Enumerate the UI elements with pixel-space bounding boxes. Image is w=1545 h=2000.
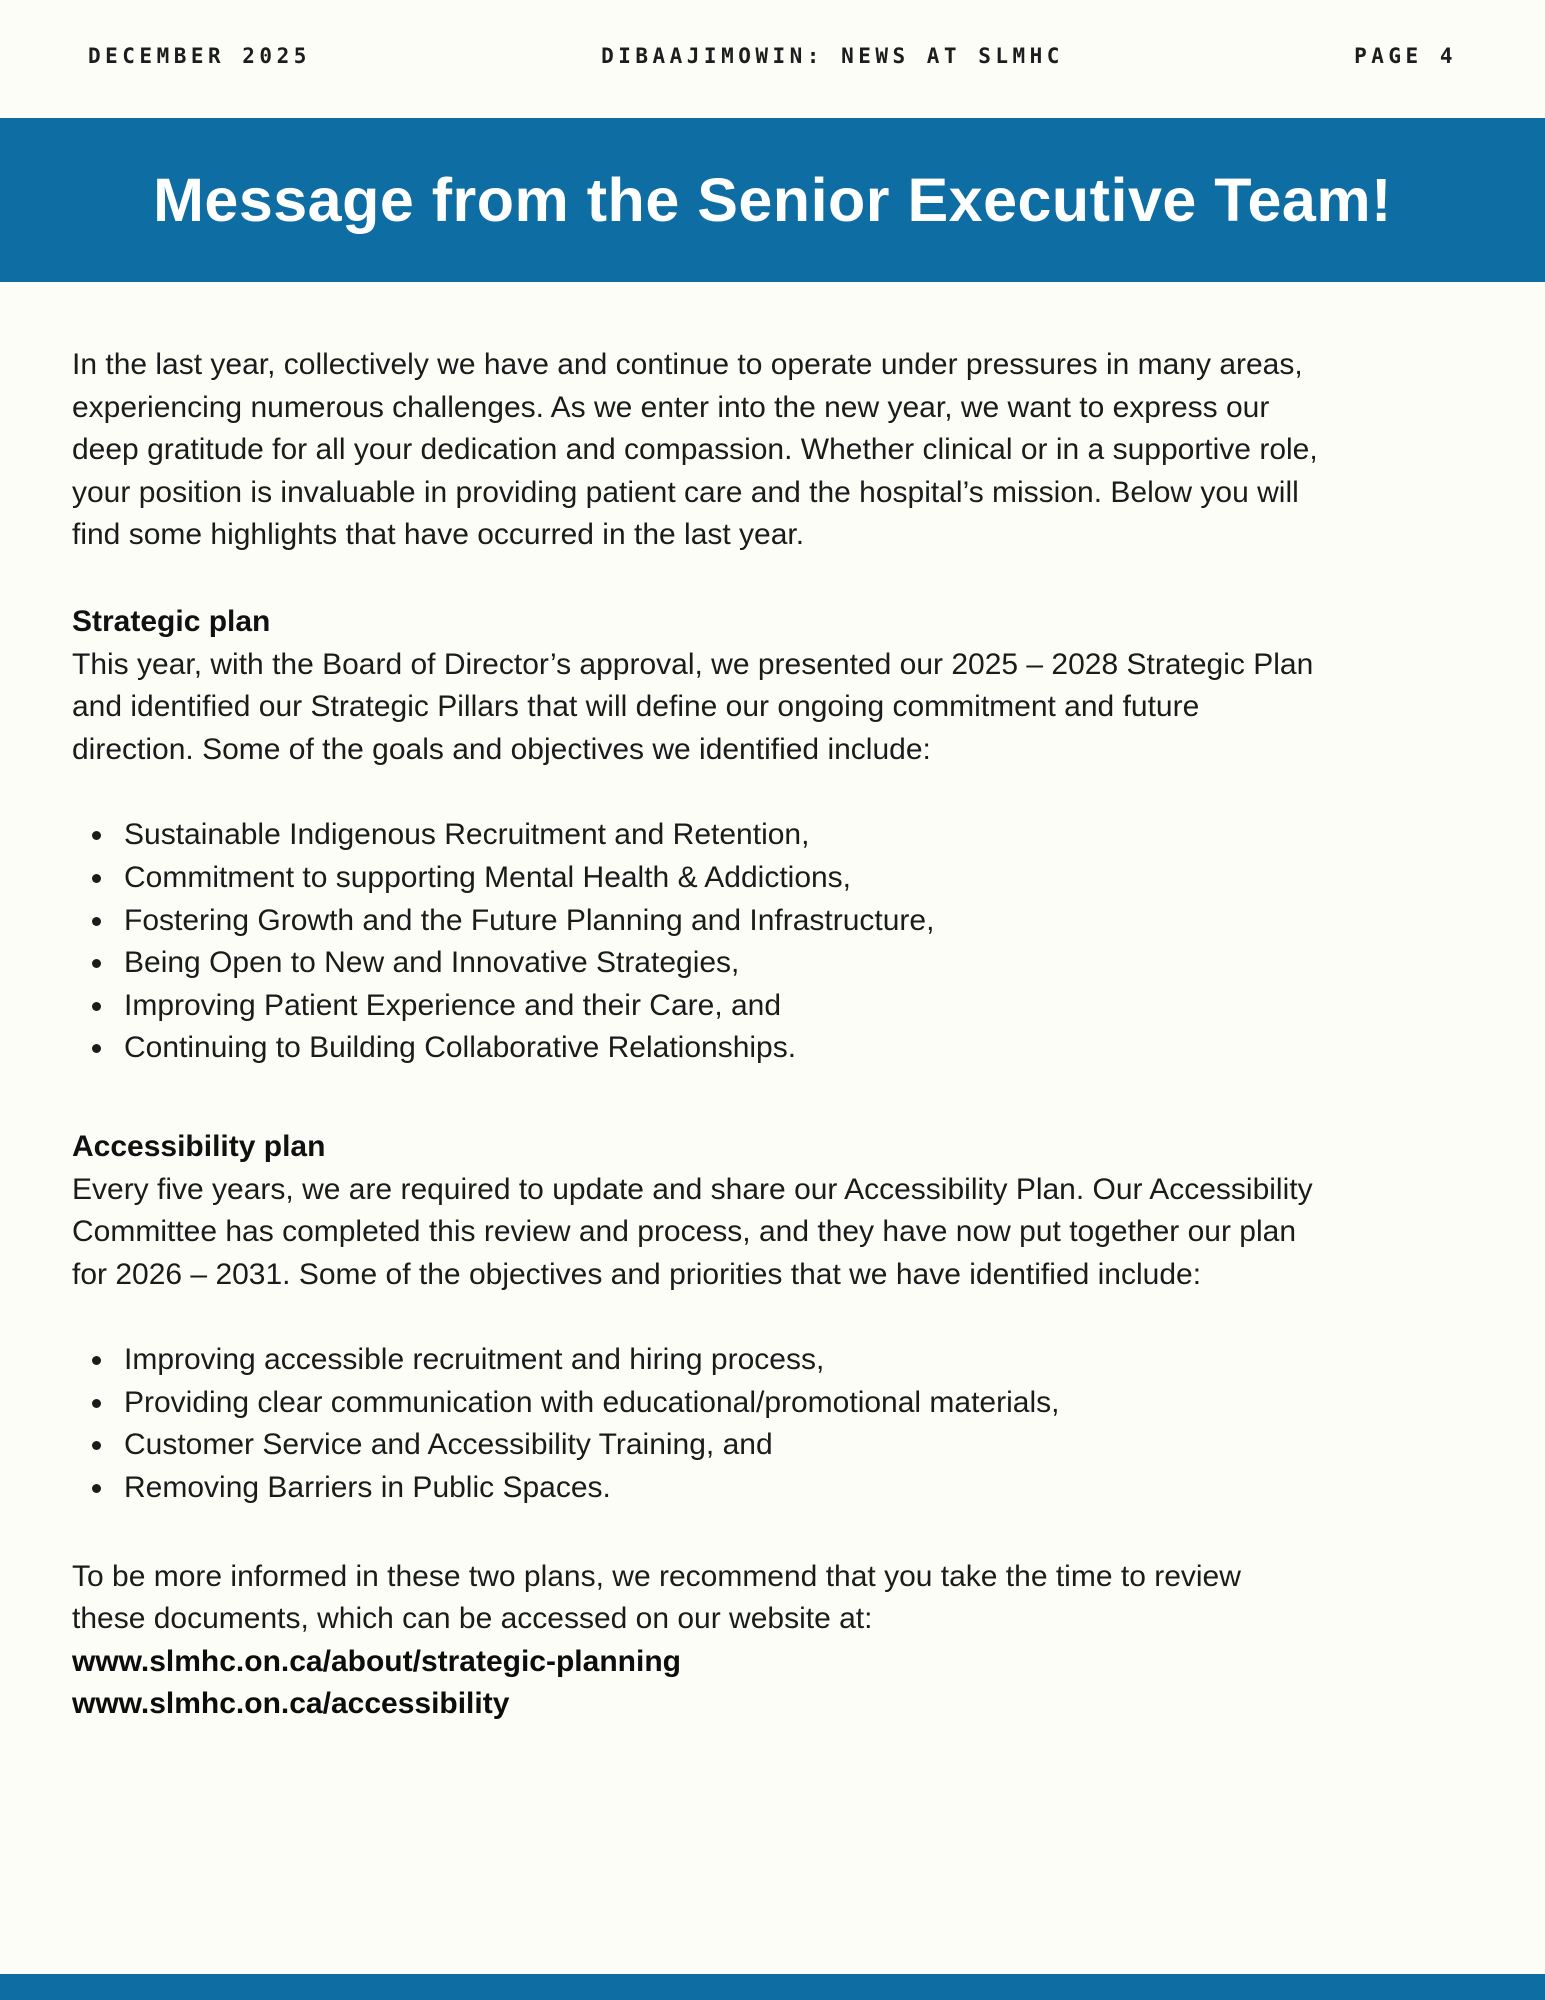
strategic-plan-list [72,814,1322,1070]
accessibility-plan-paragraph: Every five years, we are required to update and share our Accessibility Plan. Our Accessibility Committee has completed this review and process, and they have now put together our plan for 2026 – 2031. Some of the objectives and priorities that we have identified include: [72,1172,1313,1291]
masthead-date: DECEMBER 2025 [88,44,311,68]
masthead-page-number: PAGE 4 [1354,44,1457,68]
masthead [0,0,1545,68]
accessibility-url[interactable]: www.slmhc.on.ca/accessibility [72,1687,510,1721]
footer-accent-bar [0,1974,1545,2000]
list-item: • Providing clear communication with educational/promotional materials, [116,1382,1322,1425]
masthead-title: DIBAAJIMOWIN: NEWS AT SLMHC [601,44,1064,68]
list-item: • Commitment to supporting Mental Health & Addictions, [116,857,1322,900]
accessibility-plan-list [72,1339,1322,1509]
page-title: Message from the Senior Executive Team! [153,166,1392,234]
strategic-plan-paragraph: This year, with the Board of Director’s approval, we presented our 2025 – 2028 Strategic Plan and identified our Strategic Pillars that will define our ongoing commitment and future direction. Some of the goals and objectives we identified include: [72,647,1314,766]
list-item: • Customer Service and Accessibility Training, and [116,1424,1322,1467]
intro-paragraph: In the last year, collectively we have and continue to operate under pressures in many areas, experiencing numerous challenges. As we enter into the new year, we want to express our deep gratitude for all your dedication and compassion. Whether clinical or in a supportive role, your position is invaluable in providing patient care and the hospital’s mission. Below you will find some highlights that have occurred in the last year. [72,348,1318,552]
list-item: • Sustainable Indigenous Recruitment and Retention, [116,814,1322,857]
article-body [0,282,1545,1726]
closing-paragraph: To be more informed in these two plans, we recommend that you take the time to review these documents, which can be accessed on our website at: [72,1559,1241,1636]
list-item: • Improving accessible recruitment and hiring process, [116,1339,1322,1382]
list-item: • Fostering Growth and the Future Planning and Infrastructure, [116,900,1322,943]
list-item: • Improving Patient Experience and their Care, and [116,985,1322,1028]
list-item: • Removing Barriers in Public Spaces. [116,1467,1322,1510]
list-item: • Being Open to New and Innovative Strategies, [116,942,1322,985]
strategic-plan-heading: Strategic plan [72,604,271,638]
strategic-planning-url[interactable]: www.slmhc.on.ca/about/strategic-planning [72,1644,681,1678]
list-item: • Continuing to Building Collaborative Relationships. [116,1027,1322,1070]
title-banner [0,118,1545,282]
accessibility-plan-heading: Accessibility plan [72,1129,326,1163]
